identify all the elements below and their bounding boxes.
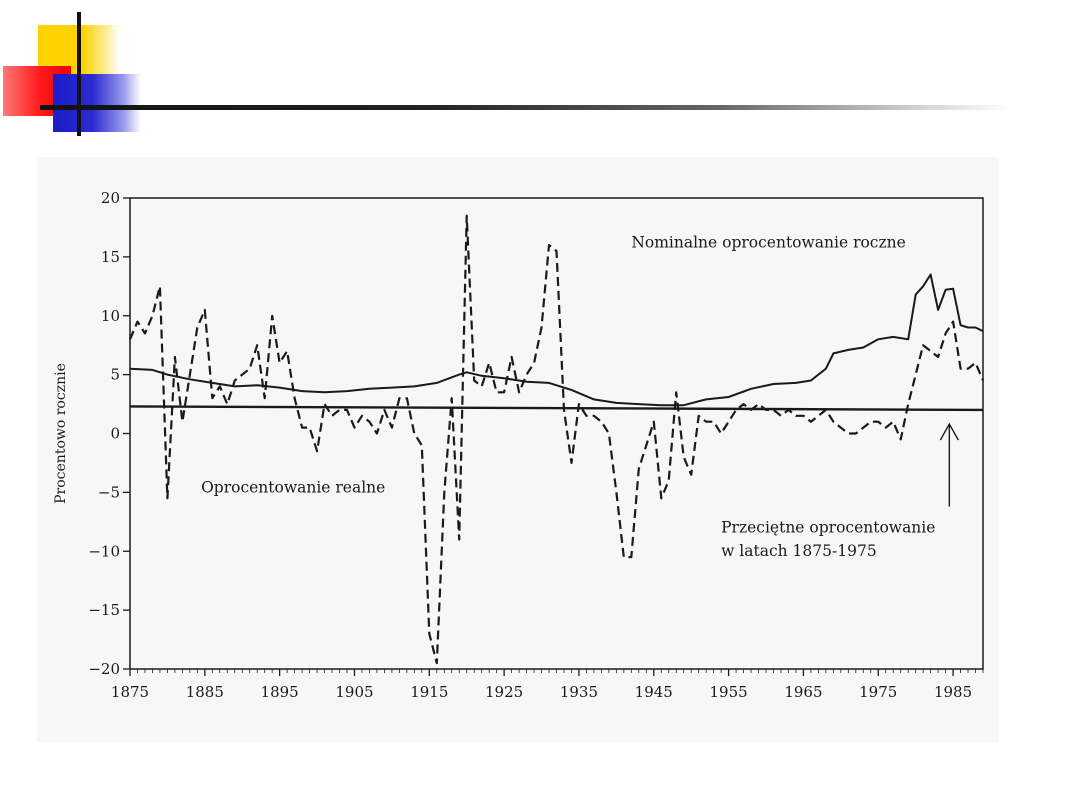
x-tick-label: 1875 [110, 683, 150, 701]
x-axis-ticks [111, 669, 983, 701]
annotation-average-line2: w latach 1875-1975 [721, 541, 877, 560]
y-tick-label: −15 [88, 601, 120, 620]
decor-blue-square [53, 74, 141, 132]
decor-horizontal-line [40, 105, 1010, 110]
x-tick-label: 1955 [709, 683, 748, 701]
series-layer [130, 216, 983, 663]
series-average-line [130, 406, 983, 410]
x-tick-label: 1945 [634, 683, 673, 701]
y-tick-label: 20 [100, 189, 120, 207]
chart-panel [37, 157, 999, 742]
annotation-average-line1: Przeciętne oprocentowanie [721, 518, 936, 537]
series-real-rate-line [130, 216, 983, 663]
y-tick-label: 15 [100, 247, 120, 266]
interest-rate-chart [37, 157, 999, 742]
series-nominal-rate-line [130, 275, 983, 406]
y-tick-label: −5 [97, 483, 120, 502]
x-tick-label: 1915 [410, 683, 449, 701]
x-tick-label: 1985 [933, 683, 973, 701]
y-tick-label: 10 [100, 306, 120, 325]
x-tick-label: 1965 [784, 683, 823, 701]
x-tick-label: 1975 [859, 683, 898, 701]
y-tick-label: 0 [110, 424, 120, 443]
y-tick-label: −10 [88, 542, 120, 561]
x-tick-label: 1905 [335, 683, 374, 701]
annotation-nominal: Nominalne oprocentowanie roczne [631, 233, 906, 252]
average-arrow [940, 424, 958, 506]
y-axis-label: Procentowo rocznie [53, 363, 69, 504]
y-tick-label: 5 [110, 365, 120, 384]
decor-vertical-line [77, 12, 81, 136]
x-tick-label: 1925 [485, 683, 524, 701]
x-tick-label: 1935 [559, 683, 599, 701]
y-tick-label: −20 [88, 660, 120, 678]
x-tick-label: 1885 [185, 683, 224, 701]
y-axis-ticks [88, 189, 130, 678]
x-tick-label: 1895 [260, 683, 299, 701]
annotation-real: Oprocentowanie realne [201, 478, 386, 497]
